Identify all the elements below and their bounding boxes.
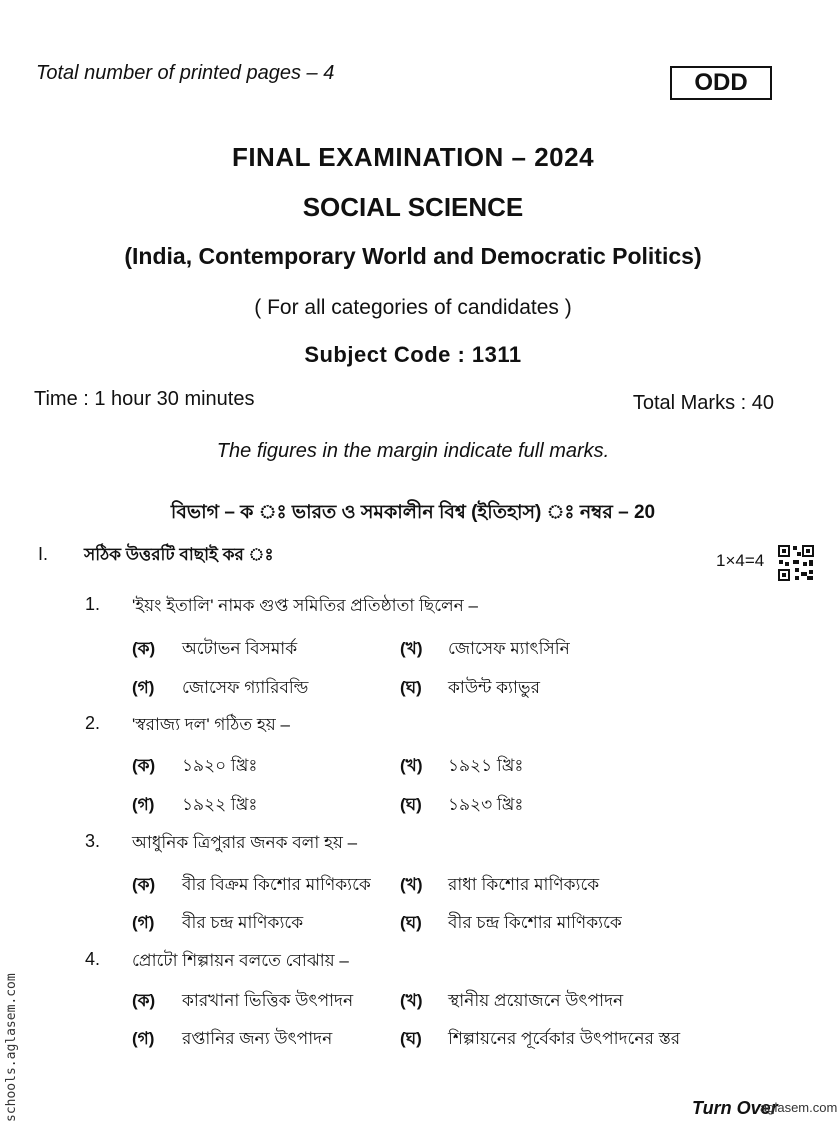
option-label: (গ) <box>132 913 155 932</box>
question-group-number: I. <box>38 544 49 564</box>
option-text: ১৯২৩ খ্রিঃ <box>448 795 524 814</box>
option-label: (ক) <box>132 756 156 775</box>
site-watermark: aglasem.com <box>760 1100 837 1115</box>
option-text: ১৯২২ খ্রিঃ <box>182 795 258 814</box>
paper-subtitle: (India, Contemporary World and Democratic Politics) <box>124 243 702 269</box>
option-label: (ঘ) <box>400 795 422 814</box>
question-number: 1. <box>85 594 101 614</box>
side-watermark: schools.aglasem.com <box>4 973 19 1122</box>
marks-instruction: The figures in the margin indicate full marks. <box>216 440 610 462</box>
option-label: (ঘ) <box>400 1029 422 1048</box>
option-text: ১৯২১ খ্রিঃ <box>448 756 524 775</box>
option-label: (গ) <box>132 795 155 814</box>
question-text: 'স্বরাজ্য দল' গঠিত হয় – <box>132 715 290 734</box>
option-label: (খ) <box>400 991 423 1010</box>
option-label: (ঘ) <box>400 913 422 932</box>
subject-title: SOCIAL SCIENCE <box>302 192 524 222</box>
exam-title: FINAL EXAMINATION – 2024 <box>231 142 595 172</box>
option-text: জোসেফ গ্যারিবল্ডি <box>182 678 309 697</box>
subject-code: Subject Code : 1311 <box>304 342 522 367</box>
option-text: কারখানা ভিত্তিক উৎপাদন <box>182 991 354 1010</box>
question-text: প্রোটো শিল্পায়ন বলতে বোঝায় – <box>132 951 349 970</box>
option-text: বীর বিক্রম কিশোর মাণিক্যকে <box>182 875 371 894</box>
option-label: (গ) <box>132 1029 155 1048</box>
option-label: (খ) <box>400 639 423 658</box>
option-text: রপ্তানির জন্য উৎপাদন <box>182 1029 333 1048</box>
set-label-box: ODD <box>670 66 772 100</box>
printed-pages-note: Total number of printed pages – 4 <box>36 62 335 84</box>
question-group-instruction: সঠিক উত্তরটি বাছাই কর ঃ <box>84 545 274 564</box>
question-number: 3. <box>85 831 101 851</box>
option-text: কাউন্ট ক্যাভুর <box>448 678 540 697</box>
option-text: রাধা কিশোর মাণিক্যকে <box>448 875 600 894</box>
question-group-marks: 1×4=4 <box>716 551 765 570</box>
candidates-note: ( For all categories of candidates ) <box>254 296 572 319</box>
option-label: (গ) <box>132 678 155 697</box>
total-marks: Total Marks : 40 <box>632 392 774 414</box>
option-label: (খ) <box>400 875 423 894</box>
option-text: বীর চন্দ্র কিশোর মাণিক্যকে <box>448 913 622 932</box>
question-number: 2. <box>85 713 101 733</box>
option-text: স্থানীয় প্রয়োজনে উৎপাদন <box>448 991 624 1010</box>
section-heading: বিভাগ – ক ঃ ভারত ও সমকালীন বিশ্ব (ইতিহাস) ঃ নম্বর – 20 <box>170 502 656 523</box>
question-text: 'ইয়ং ইতালি' নামক গুপ্ত সমিতির প্রতিষ্ঠাতা ছিলেন – <box>132 596 479 615</box>
option-text: শিল্পায়নের পূর্বেকার উৎপাদনের স্তর <box>448 1029 681 1048</box>
option-label: (ক) <box>132 639 156 658</box>
option-label: (ক) <box>132 991 156 1010</box>
option-text: বীর চন্দ্র মাণিক্যকে <box>182 913 304 932</box>
option-label: (খ) <box>400 756 423 775</box>
qr-code-icon <box>777 544 815 582</box>
question-text: আধুনিক ত্রিপুরার জনক বলা হয় – <box>132 833 358 852</box>
time-allowed: Time : 1 hour 30 minutes <box>34 388 255 410</box>
option-label: (ক) <box>132 875 156 894</box>
option-text: জোসেফ ম্যাৎসিনি <box>448 639 570 658</box>
option-text: অটোভন বিসমার্ক <box>182 639 298 658</box>
option-text: ১৯২০ খ্রিঃ <box>182 756 258 775</box>
option-label: (ঘ) <box>400 678 422 697</box>
turn-over-note: Turn Over <box>692 1098 778 1118</box>
question-number: 4. <box>85 949 101 969</box>
